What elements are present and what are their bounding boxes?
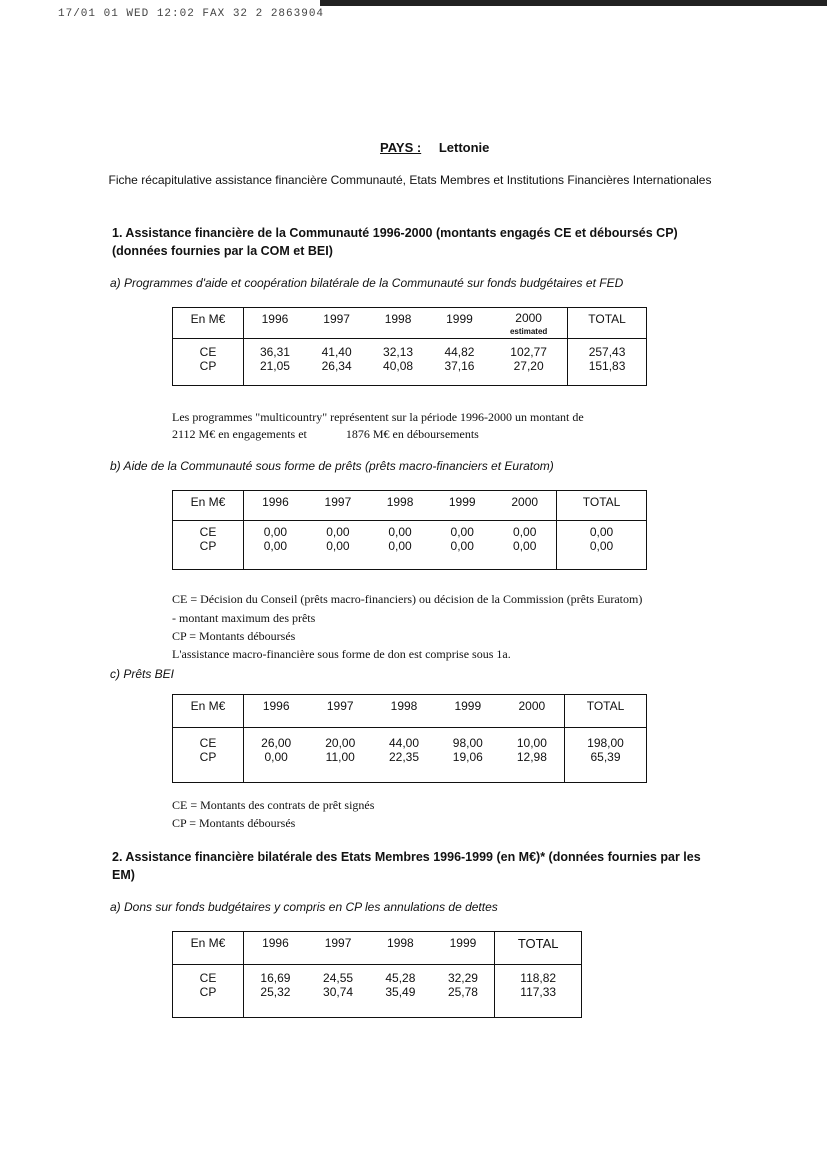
row-label: CE <box>173 965 244 986</box>
loan-note: - montant maximum des prêts <box>172 611 316 625</box>
pays-value: Lettonie <box>438 140 490 155</box>
table-cell: 24,55 <box>323 971 354 985</box>
total-header: TOTAL <box>495 932 582 965</box>
loan-note: CP = Montants déboursés <box>172 629 296 643</box>
table-cell: 32,13 <box>383 345 414 359</box>
table-cell: 36,31 <box>259 345 290 359</box>
table-cell: 0,00 <box>263 539 288 553</box>
table-cell: 26,34 <box>321 359 352 373</box>
table-cell: 35,49 <box>385 985 416 999</box>
table-cell: 25,78 <box>447 985 478 999</box>
total-header: TOTAL <box>557 491 647 521</box>
table-cell: 26,00 <box>261 736 292 750</box>
table-cell: 40,08 <box>383 359 414 373</box>
bei-note: CE = Montants des contrats de prêt signés <box>172 798 375 812</box>
table-cell: 0,00 <box>326 525 350 539</box>
table-cell-total: 198,00 <box>565 728 647 751</box>
table-cell: 0,00 <box>450 525 474 539</box>
page-title <box>380 140 489 155</box>
table-cell: 0,00 <box>388 539 412 553</box>
table-cell: 21,05 <box>259 359 290 373</box>
table-1c <box>172 694 647 783</box>
year-header: 1998 <box>369 932 431 965</box>
row-label: CE <box>173 728 244 751</box>
year-header: 1997 <box>308 695 372 728</box>
subtitle: Fiche récapitulative assistance financière Communauté, Etats Membres et Institutions Financières Internationales <box>108 173 712 187</box>
year-header <box>490 308 567 339</box>
bei-note: CP = Montants déboursés <box>172 816 296 830</box>
section1b-title: b) Aide de la Communauté sous forme de prêts (prêts macro-financiers et Euratom) <box>110 459 554 473</box>
year-header: 1999 <box>432 932 495 965</box>
estimated-label: estimated <box>509 327 548 336</box>
section2a-title: a) Dons sur fonds budgétaires y compris en CP les annulations de dettes <box>110 900 498 914</box>
row-label: CP <box>173 539 244 553</box>
table-cell: 22,35 <box>389 750 420 764</box>
row-label: CP <box>173 750 244 764</box>
table-cell-total: 257,43 <box>568 339 647 360</box>
table-cell-total: 0,00 <box>557 539 647 553</box>
table-cell: 10,00 <box>516 736 547 750</box>
table-cell: 0,00 <box>450 539 474 553</box>
row-label: CP <box>173 985 244 999</box>
table-cell-total: 117,33 <box>495 985 582 999</box>
table-cell: 0,00 <box>263 525 288 539</box>
table-cell: 25,32 <box>260 985 291 999</box>
section1a-title: a) Programmes d'aide et coopération bilatérale de la Communauté sur fonds budgétaires et FED <box>110 276 624 290</box>
year-header: 1998 <box>372 695 436 728</box>
section2-heading: 2. Assistance financière bilatérale des Etats Membres 1996-1999 (en M€)* (données fournies par les EM) <box>112 850 701 882</box>
table-corner: En M€ <box>173 308 244 339</box>
loan-note: L'assistance macro-financière sous forme de don est comprise sous 1a. <box>172 647 511 661</box>
table-cell: 11,00 <box>325 750 355 764</box>
table-cell: 30,74 <box>323 985 354 999</box>
table-cell: 0,00 <box>326 539 350 553</box>
year-header: 1997 <box>306 308 367 339</box>
table-cell-total: 118,82 <box>495 965 582 986</box>
table-cell-total: 151,83 <box>568 359 647 373</box>
total-header: TOTAL <box>565 695 647 728</box>
table-cell: 102,77 <box>510 345 547 359</box>
table-cell: 27,20 <box>513 359 544 373</box>
multicountry-note-2: 2112 M€ en engagements et 1876 M€ en déboursements <box>172 427 479 441</box>
table-cell-total: 0,00 <box>557 521 647 540</box>
table-1a <box>172 307 647 386</box>
table-cell: 32,29 <box>447 971 478 985</box>
table-cell: 0,00 <box>513 539 537 553</box>
fax-scan-bar <box>320 0 827 6</box>
section1c-title: c) Prêts BEI <box>110 667 175 681</box>
pays-label: PAYS : <box>380 140 422 155</box>
row-label: CE <box>173 339 244 360</box>
year-header: 1996 <box>244 932 307 965</box>
table-corner: En M€ <box>173 932 244 965</box>
year-header: 1996 <box>244 491 307 521</box>
table-cell: 16,69 <box>260 971 291 985</box>
year-2000-label: 2000 <box>515 311 542 325</box>
table-cell: 19,06 <box>452 750 483 764</box>
row-label: CE <box>173 521 244 540</box>
year-header: 1997 <box>307 491 369 521</box>
year-header: 1999 <box>431 491 493 521</box>
table-2a <box>172 931 582 1018</box>
table-1b <box>172 490 647 570</box>
row-label: CP <box>173 359 244 373</box>
table-corner: En M€ <box>173 491 244 521</box>
year-header: 1996 <box>244 308 306 339</box>
table-cell: 12,98 <box>516 750 547 764</box>
year-header: 1999 <box>436 695 500 728</box>
table-cell: 0,00 <box>388 525 412 539</box>
loan-note: CE = Décision du Conseil (prêts macro-financiers) ou décision de la Commission (prêts Euratom) <box>172 592 643 606</box>
table-cell: 44,00 <box>389 736 420 750</box>
multicountry-note-1: Les programmes "multicountry" représentent sur la période 1996-2000 un montant de <box>172 410 584 424</box>
year-header: 2000 <box>493 491 556 521</box>
table-cell-total: 65,39 <box>565 750 647 764</box>
fax-header: 17/01 01 WED 12:02 FAX 32 2 2863904 <box>58 8 325 20</box>
table-cell: 41,40 <box>321 345 352 359</box>
table-cell: 0,00 <box>264 750 288 764</box>
year-header: 2000 <box>500 695 565 728</box>
year-header: 1999 <box>429 308 490 339</box>
total-header: TOTAL <box>568 308 647 339</box>
year-header: 1998 <box>367 308 428 339</box>
year-header: 1998 <box>369 491 431 521</box>
table-cell: 44,82 <box>444 345 475 359</box>
table-cell: 98,00 <box>452 736 483 750</box>
table-cell: 0,00 <box>513 525 537 539</box>
section1-heading: 1. Assistance financière de la Communauté 1996-2000 (montants engagés CE et déboursés CP) (données fournies par la COM et BEI) <box>112 226 678 258</box>
year-header: 1996 <box>244 695 309 728</box>
table-corner: En M€ <box>173 695 244 728</box>
table-cell: 45,28 <box>385 971 416 985</box>
year-header: 1997 <box>307 932 369 965</box>
table-cell: 37,16 <box>444 359 475 373</box>
table-cell: 20,00 <box>325 736 356 750</box>
